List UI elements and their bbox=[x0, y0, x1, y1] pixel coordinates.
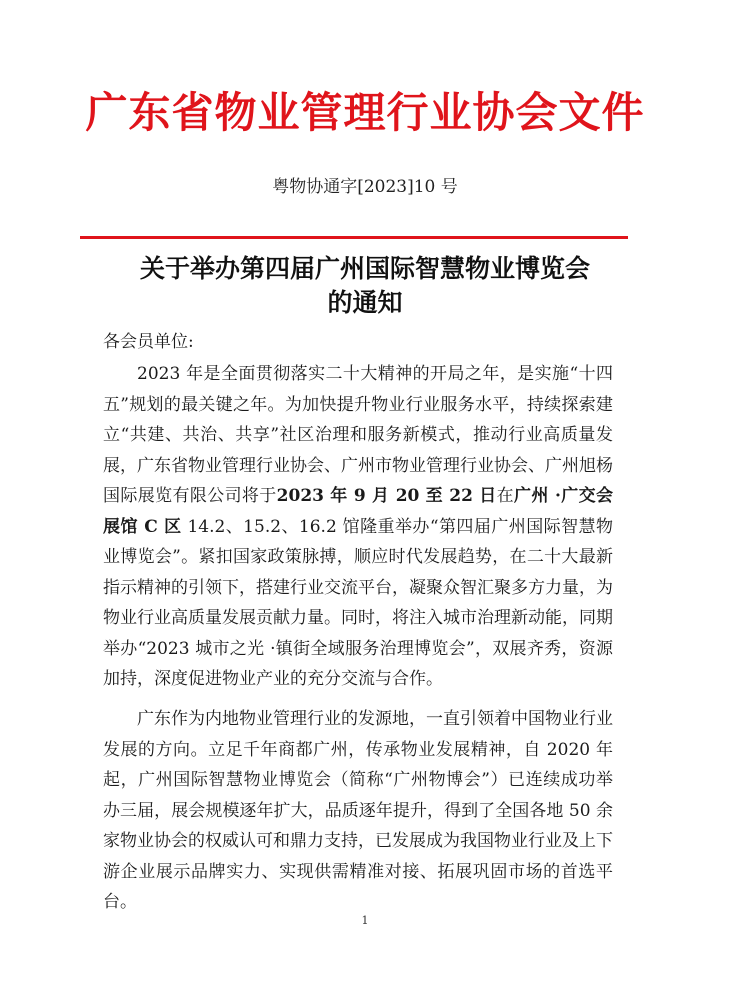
body-paragraph-1 bbox=[103, 359, 613, 695]
notice-title-line1: 关于举办第四届广州国际智慧物业博览会 bbox=[139, 254, 590, 283]
masthead-title: 广东省物业管理行业协会文件 bbox=[85, 88, 645, 137]
body-paragraph-2: 广东作为内地物业管理行业的发源地，一直引领着中国物业行业发展的方向。立足千年商都广州，传承物业发展精神，自 2020 年起，广州国际智慧物业博览会（简称“广州物博会”）已连续成功举办三届，展会规模逐年扩大，品质逐年提升，得到了全国各地 50 余家物业协会的权威认可和鼎力支持，已发展成为我国物业行业及上下游企业展示品牌实力、实现供需精准对接、拓展巩固市场的首选平台。 bbox=[103, 709, 613, 912]
notice-title-line2: 的通知 bbox=[327, 288, 403, 317]
paragraph-1-mid: 在 bbox=[496, 486, 514, 506]
red-divider-line bbox=[80, 236, 628, 239]
paragraph-1-tail: 14.2、15.2、16.2 馆隆重举办“第四届广州国际智慧物业博览会”。紧扣国家政策脉搏，顺应时代发展趋势，在二十大最新指示精神的引领下，搭建行业交流平台，凝聚众智汇聚多方力量，为物业行业高质量发展贡献力量。同时，将注入城市治理新动能，同期举办“2023 城市之光 ·镇街全域服务治理博览会”，双展齐秀，资源加持，深度促进物业产业的充分交流与合作。 bbox=[103, 516, 613, 689]
paragraph-1-lead: 2023 年是全面贯彻落实二十大精神的开局之年，是实施“十四五”规划的最关键之年。为加快提升物业行业服务水平，持续探索建立“共建、共治、共享”社区治理和服务新模式，推动行业高质量发展，广东省物业管理行业协会、广州市物业管理行业协会、广州旭杨国际展览有限公司将于 bbox=[103, 364, 613, 506]
document-number: 粤物协通字[2023]10 号 bbox=[272, 177, 458, 197]
event-venue: 广州 ·广交会展馆 C 区 bbox=[103, 486, 614, 537]
event-date: 2023 年 9 月 20 至 22 日 bbox=[276, 486, 497, 506]
notice-title bbox=[60, 252, 670, 320]
salutation: 各会员单位: bbox=[103, 332, 194, 352]
page-number: 1 bbox=[361, 914, 369, 927]
